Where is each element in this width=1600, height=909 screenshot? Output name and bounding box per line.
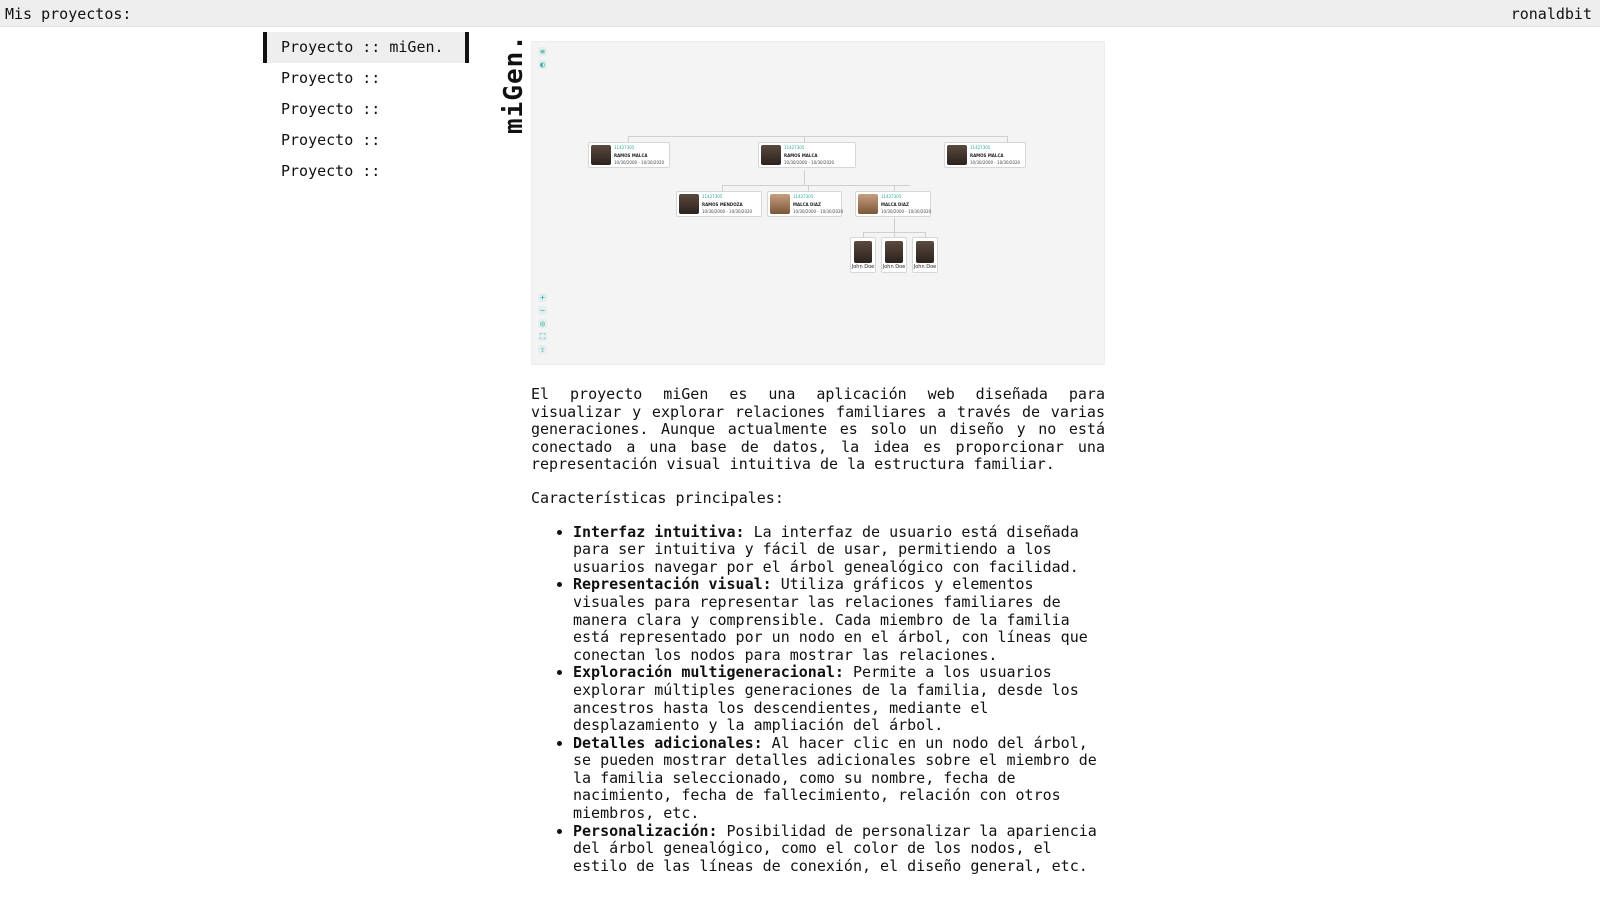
list-item <box>573 524 1105 577</box>
feature-text: Utiliza gráficos y elementos visuales para representar las relaciones familiares de manera clara y comprensible. Cada miembro de la familia está representado por un nodo en el árbol, con líneas que conectan los nodos para mostrar las relaciones. <box>573 575 1088 664</box>
feature-title: Representación visual: <box>573 575 772 594</box>
feature-title: Exploración multigeneracional: <box>573 663 844 682</box>
tree-node: 11427305 MALCA DIAZ 10/30/2000 - 10/30/2020 <box>767 191 842 217</box>
sidebar-item-project-4[interactable]: Proyecto :: <box>281 131 381 149</box>
center-icon: ◎ <box>538 319 547 328</box>
tree-line <box>804 170 805 185</box>
tree-line <box>628 136 1007 137</box>
fit-icon: ⛶ <box>539 332 546 341</box>
avatar <box>947 145 967 165</box>
tree-node: 11427305 RAMOS MENDOZA 10/30/2000 - 10/30/2020 <box>676 191 762 217</box>
avatar <box>591 145 611 165</box>
zoom-out-icon: − <box>538 306 547 315</box>
features-list <box>531 524 1105 876</box>
avatar <box>885 241 903 263</box>
tree-node: 11427305 MALCA DIAZ 10/30/2000 - 10/30/2020 <box>855 191 931 217</box>
project-title <box>497 34 529 136</box>
avatar <box>854 241 872 263</box>
list-item <box>573 735 1105 823</box>
tree-node-child: John Doe <box>850 237 876 273</box>
tree-line <box>722 185 910 186</box>
top-bar <box>0 0 1600 27</box>
username-link[interactable]: ronaldbit <box>1510 5 1592 23</box>
list-item <box>573 664 1105 734</box>
feature-text: La interfaz de usuario está diseñada para ser intuitiva y fácil de usar, permitiendo a los usuarios navegar por el árbol genealógico con facilidad. <box>573 522 1079 576</box>
tree-node-child: John Doe <box>912 237 938 273</box>
tree-node: 11427305 RAMOS MALCA 10/30/2000 - 10/30/2020 <box>588 142 670 168</box>
menu-icon: ≡ <box>538 47 547 56</box>
list-item <box>573 823 1105 876</box>
feature-title: Personalización: <box>573 821 718 840</box>
sidebar-item-project-2[interactable]: Proyecto :: <box>281 69 381 87</box>
avatar <box>916 241 934 263</box>
avatar <box>679 194 699 214</box>
tree-line <box>894 218 895 232</box>
export-icon: ⇪ <box>538 345 547 354</box>
list-item <box>573 576 1105 664</box>
intro-paragraph: El proyecto miGen es una aplicación web diseñada para visualizar y explorar relaciones familiares a través de varias generaciones. Aunque actualmente es solo un diseño y no está conectado a una base de datos, la idea es proporcionar una representación visual intuitiva de la estructura familiar. <box>531 385 1105 474</box>
sidebar-item-project-5[interactable]: Proyecto :: <box>281 162 381 180</box>
avatar <box>770 194 790 214</box>
features-heading: Características principales: <box>531 488 784 507</box>
theme-icon: ◐ <box>538 60 547 69</box>
zoom-in-icon: + <box>538 293 547 302</box>
sidebar-item-project-migen[interactable]: Proyecto :: miGen. <box>263 32 469 63</box>
avatar <box>858 194 878 214</box>
page-title: Mis proyectos: <box>5 5 132 23</box>
feature-title: Interfaz intuitiva: <box>573 522 745 541</box>
project-title-text: miGen. <box>499 34 529 134</box>
feature-text: Al hacer clic en un nodo del árbol, se pueden mostrar detalles adicionales sobre el miembro de la familia seleccionado, como su nombre, fecha de nacimiento, fecha de fallecimiento, relación con otros miembros, etc. <box>573 733 1097 823</box>
feature-title: Detalles adicionales: <box>573 733 763 752</box>
projects-sidebar <box>263 32 469 187</box>
project-description <box>531 386 1105 875</box>
avatar <box>761 145 781 165</box>
sidebar-item-project-3[interactable]: Proyecto :: <box>281 100 381 118</box>
feature-text: Permite a los usuarios explorar múltiples generaciones de la familia, desde los ancestros hasta los descendientes, mediante el desplazamiento y la ampliación del árbol. <box>573 663 1079 735</box>
project-preview-image <box>531 41 1105 365</box>
tree-node-child: John Doe <box>881 237 907 273</box>
tree-node: 11427305 RAMOS MALCA 10/30/2000 - 10/30/2020 <box>944 142 1026 168</box>
tree-node: 11427305 RAMOS MALCA 10/30/2000 - 10/30/2020 <box>758 142 856 168</box>
feature-text: Posibilidad de personalizar la apariencia del árbol genealógico, como el color de los nodos, el estilo de las líneas de conexión, el diseño general, etc. <box>573 821 1097 875</box>
